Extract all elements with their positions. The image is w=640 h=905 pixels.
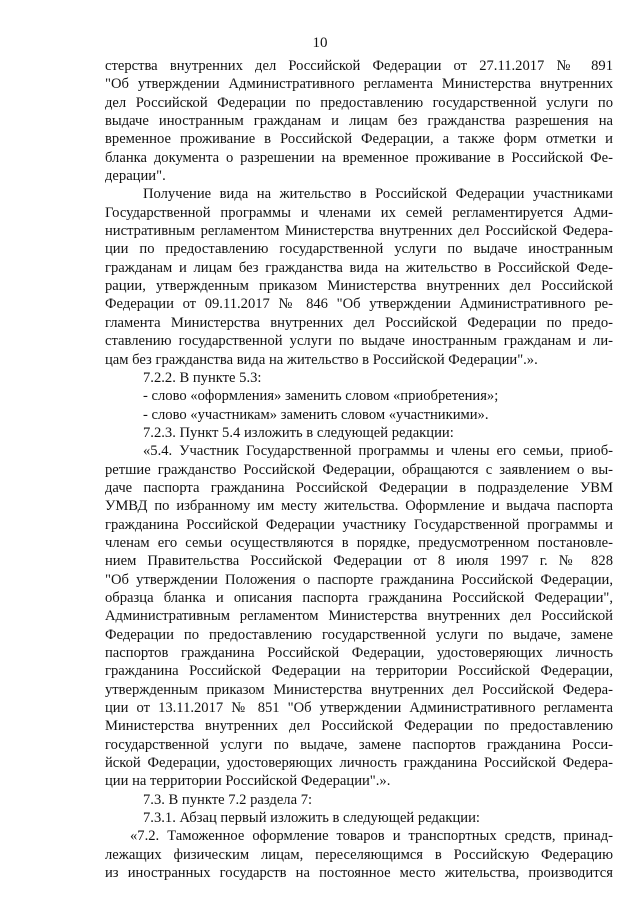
text-line: цам без гражданства вида на жительство в Российской Федерации".». <box>105 351 538 368</box>
text-line: из иностранных государств на постоянное место жительства, производится <box>105 865 613 882</box>
text-line: "Об утверждении Административного регламента Министерства внутренних <box>105 76 613 93</box>
text-line: Административным регламентом Министерства внутренних дел Российской <box>105 608 613 625</box>
document-body <box>105 57 613 882</box>
text-line: лежащих физическим лицам, переселяющимся в Российскую Федерацию <box>105 846 613 863</box>
text-line: ции по предоставлению государственной услуги по выдаче иностранным <box>105 241 613 258</box>
text-line: дерации". <box>105 168 166 185</box>
text-line: 7.2.3. Пункт 5.4 изложить в следующей редакции: <box>143 424 454 441</box>
text-line: 7.2.2. В пункте 5.3: <box>143 369 262 386</box>
text-line: утвержденным приказом Министерства внутренних дел Российской Федера- <box>105 681 613 698</box>
text-line: Государственной программы и членами их семей регламентируется Адми- <box>105 204 613 221</box>
page-number: 10 <box>312 35 328 51</box>
text-line: 7.3.1. Абзац первый изложить в следующей редакции: <box>143 810 480 827</box>
text-line: гражданина Российской Федерации участнику Государственной программы и <box>105 516 613 533</box>
text-line: рации, утвержденным приказом Министерства внутренних дел Российской <box>105 278 613 295</box>
text-line: нием Правительства Российской Федерации от 8 июля 1997 г. № 828 <box>105 553 613 570</box>
text-line: образца бланка и описания паспорта гражданина Российской Федерации", <box>105 589 613 606</box>
text-line: ции от 13.11.2017 № 851 "Об утверждении Административного регламента <box>105 700 613 717</box>
text-line: даче паспорта гражданина Российской Федерации в подразделение УВМ <box>105 479 613 496</box>
text-line: дел Российской Федерации по предоставлению государственной услуги по <box>105 94 613 111</box>
text-line: йской Федерации, удостоверяющих личность гражданина Российской Федера- <box>105 755 613 772</box>
text-line: нистративным регламентом Министерства внутренних дел Российской Федера- <box>105 223 613 240</box>
text-line: выдаче иностранным гражданам и лицам без гражданства разрешения на <box>105 113 613 130</box>
text-line: бланка документа о разрешении на временное проживание в Российской Фе- <box>105 149 613 166</box>
text-line: паспортов гражданина Российской Федерации, удостоверяющих личность <box>105 645 613 661</box>
text-line: "Об утверждении Положения о паспорте гражданина Российской Федерации, <box>105 571 613 588</box>
text-line: государственной услуги по выдаче, замене паспортов гражданина Росси- <box>105 736 613 753</box>
text-line: Федерации по предоставлению государственной услуги по выдаче, замене <box>105 626 613 643</box>
text-line: Федерации от 09.11.2017 № 846 "Об утверждении Административного ре- <box>105 296 613 313</box>
text-line: - слово «участникам» заменить словом «участникими». <box>143 406 489 423</box>
text-line: гламента Министерства внутренних дел Российской Федерации по предо- <box>105 314 613 331</box>
text-line: 7.3. В пункте 7.2 раздела 7: <box>143 791 313 808</box>
text-line: гражданам и лицам без гражданства вида на жительство в Российской Феде- <box>105 259 613 276</box>
text-line: ставлению государственной услуги по выдаче иностранным гражданам и ли- <box>105 333 613 350</box>
text-line: гражданина Российской Федерации на территории Российской Федерации, <box>105 663 613 680</box>
text-line: УМВД по избранному им месту жительства. Оформление и выдача паспорта <box>105 498 613 515</box>
text-line: - слово «оформления» заменить словом «приобретения»; <box>143 388 499 405</box>
text-line: членам его семьи осуществляются в порядке, предусмотренном постановле- <box>105 534 613 551</box>
text-line: стерства внутренних дел Российской Федерации от 27.11.2017 № 891 <box>105 58 613 74</box>
text-line: временное проживание в Российской Федерации, а также форм отметки и <box>105 131 613 148</box>
text-line: Получение вида на жительство в Российской Федерации участниками <box>143 186 613 203</box>
text-line: Министерства внутренних дел Российской Федерации по предоставлению <box>105 718 613 735</box>
text-line: «7.2. Таможенное оформление товаров и транспортных средств, принад- <box>130 828 613 845</box>
text-line: ции на территории Российской Федерации".». <box>105 773 391 790</box>
text-line: «5.4. Участник Государственной программы и члены его семьи, приоб- <box>143 443 613 460</box>
text-line: ретшие гражданство Российской Федерации, обращаются с заявлением о вы- <box>105 461 613 478</box>
